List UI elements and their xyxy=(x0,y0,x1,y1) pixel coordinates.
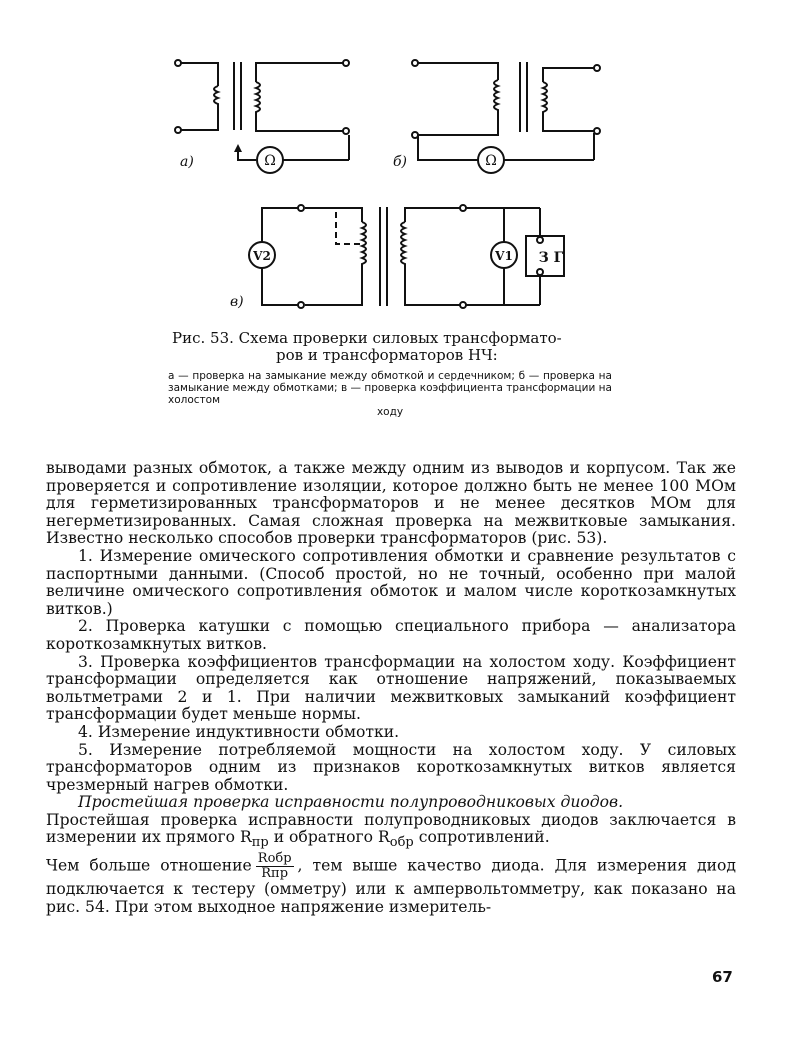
fraction-denominator: Rпр xyxy=(261,866,289,882)
list-item-2: 2. Проверка катушки с помощью специального прибора — анализатора короткозамкнутых витков. xyxy=(46,617,736,653)
paragraph-diodes xyxy=(46,812,736,852)
fraction-numerator: Rобр xyxy=(257,851,292,867)
subscript-pr: пр xyxy=(251,835,269,851)
resistance-ratio-fraction xyxy=(256,852,294,881)
subscript-obr: обр xyxy=(389,835,414,851)
ohm-symbol-a: Ω xyxy=(264,153,276,169)
diode-text-1: Простейшая проверка исправности полупроводниковых диодов заключается в измерении их прямого R xyxy=(46,810,736,847)
diode-text-4: Чем больше отношение xyxy=(46,856,252,875)
ohm-symbol-b: Ω xyxy=(485,153,497,169)
diode-text-2: и обратного R xyxy=(268,828,390,847)
section-heading-diodes: Простейшая проверка исправности полупроводниковых диодов. xyxy=(78,793,624,812)
diode-text-3: сопротивлений. xyxy=(413,828,550,847)
list-item-1: 1. Измерение омического сопротивления обмотки и сравнение результатов с паспортными данными. (Способ простой, но не точный, особенно при малой величине омического сопротивления обмоток и малом числе короткозамкнутых витков.) xyxy=(46,546,736,618)
paragraph-intro: выводами разных обмоток, а также между одним из выводов и корпусом. Так же проверяется и сопротивление изоляции, которое должно быть не менее 100 МОм для герметизированных трансформаторов и не менее десятков МОм для негерметизированных. Самая сложная проверка на межвитковые замыкания. Известно несколько способов проверки трансформаторов (рис. 53). xyxy=(46,459,736,548)
list-item-4: 4. Измерение индуктивности обмотки. xyxy=(78,722,400,741)
figure-legend xyxy=(168,370,612,418)
diagram-b xyxy=(412,60,600,173)
diagram-a xyxy=(175,60,349,173)
caption-line-2: ров и трансформаторов НЧ: xyxy=(276,346,498,364)
diagram-v xyxy=(249,205,564,308)
list-item-3: 3. Проверка коэффициентов трансформации на холостом ходу. Коэффициент трансформации определяется как отношение напряжений, показываемых вольтметрами 2 и 1. При наличии межвитковых замыканий коэффициент трансформации будет меньше нормы. xyxy=(46,652,736,724)
body-text xyxy=(46,460,736,916)
label-v: в) xyxy=(230,294,244,310)
voltmeter-2-label: V2 xyxy=(253,249,271,263)
page-number: 67 xyxy=(712,968,733,986)
legend-text: а — проверка на замыкание между обмоткой и сердечником; б — проверка на замыкание между обмотками; в — проверка коэффициента трансформации на холостом xyxy=(168,370,612,406)
diode-text-5: , тем выше качество диода. Для измерения диод подключается к тестеру (омметру) или к ампервольтомметру, как показано на рис. 54. При этом выходное напряжение измеритель- xyxy=(46,856,736,916)
generator-label: З Г xyxy=(538,250,564,266)
voltmeter-1-label: V1 xyxy=(495,249,513,263)
legend-last-word: ходу xyxy=(376,406,404,418)
figure-caption-title xyxy=(172,330,632,364)
label-b: б) xyxy=(393,154,408,170)
figure-53-schematic xyxy=(0,0,800,330)
paragraph-ratio xyxy=(46,852,736,916)
caption-line-1: Рис. 53. Схема проверки силовых трансформато- xyxy=(172,329,562,347)
label-a: а) xyxy=(180,154,194,170)
list-item-5: 5. Измерение потребляемой мощности на холостом ходу. У силовых трансформаторов одним из признаков короткозамкнутых витков является чрезмерный нагрев обмотки. xyxy=(46,740,736,794)
